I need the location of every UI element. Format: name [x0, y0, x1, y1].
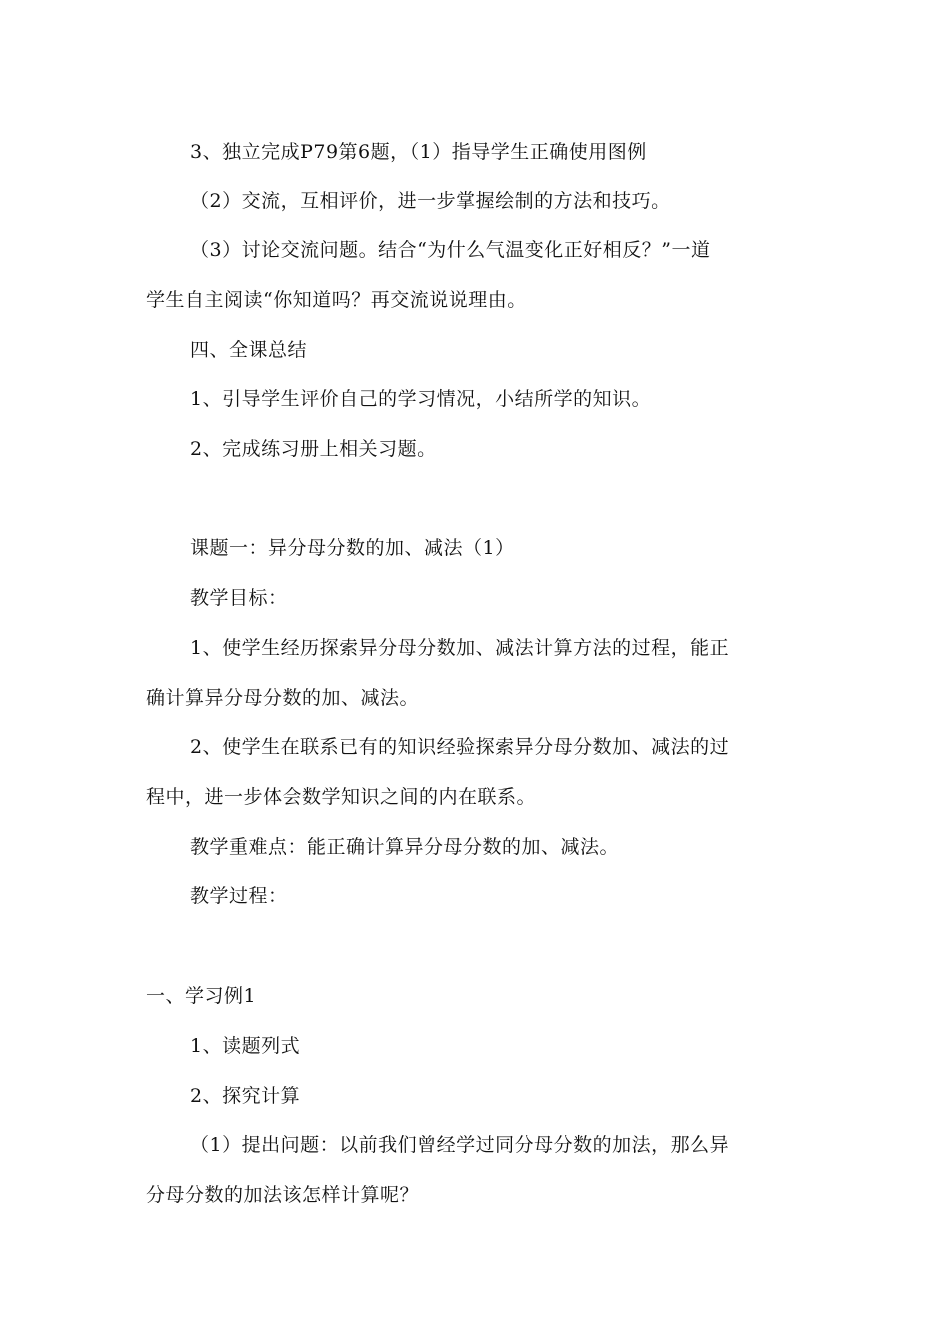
- text-line: 2、探究计算: [190, 1085, 301, 1107]
- text-line: 2、使学生在联系已有的知识经验探索异分母分数加、减法的过: [190, 736, 730, 758]
- text-line: 确计算异分母分数的加、减法。: [146, 687, 420, 709]
- text-line: （3）讨论交流问题。结合“为什么气温变化正好相反？”一道: [190, 239, 711, 261]
- text-line: （1）提出问题：以前我们曾经学过同分母分数的加法，那么异: [190, 1134, 730, 1156]
- text-line: 分母分数的加法该怎样计算呢？: [146, 1184, 420, 1206]
- lesson-title: 课题一：异分母分数的加、减法（1）: [190, 537, 515, 559]
- text-line: 3、独立完成P79第6题，（1）指导学生正确使用图例: [190, 141, 647, 163]
- text-line: 1、使学生经历探索异分母分数加、减法计算方法的过程，能正: [190, 637, 730, 659]
- section-heading: 教学目标：: [190, 587, 288, 609]
- text-line: 程中，进一步体会数学知识之间的内在联系。: [146, 786, 537, 808]
- text-line: （2）交流，互相评价，进一步掌握绘制的方法和技巧。: [190, 190, 671, 212]
- text-line: 教学重难点：能正确计算异分母分数的加、减法。: [190, 836, 620, 858]
- text-line: 1、引导学生评价自己的学习情况，小结所学的知识。: [190, 388, 652, 410]
- text-line: 学生自主阅读“你知道吗？再交流说说理由。: [146, 289, 527, 311]
- section-heading: 一、学习例1: [146, 985, 257, 1007]
- text-line: 1、读题列式: [190, 1035, 301, 1057]
- text-line: 2、完成练习册上相关习题。: [190, 438, 437, 460]
- section-heading: 教学过程：: [190, 885, 288, 907]
- section-heading: 四、全课总结: [190, 339, 308, 361]
